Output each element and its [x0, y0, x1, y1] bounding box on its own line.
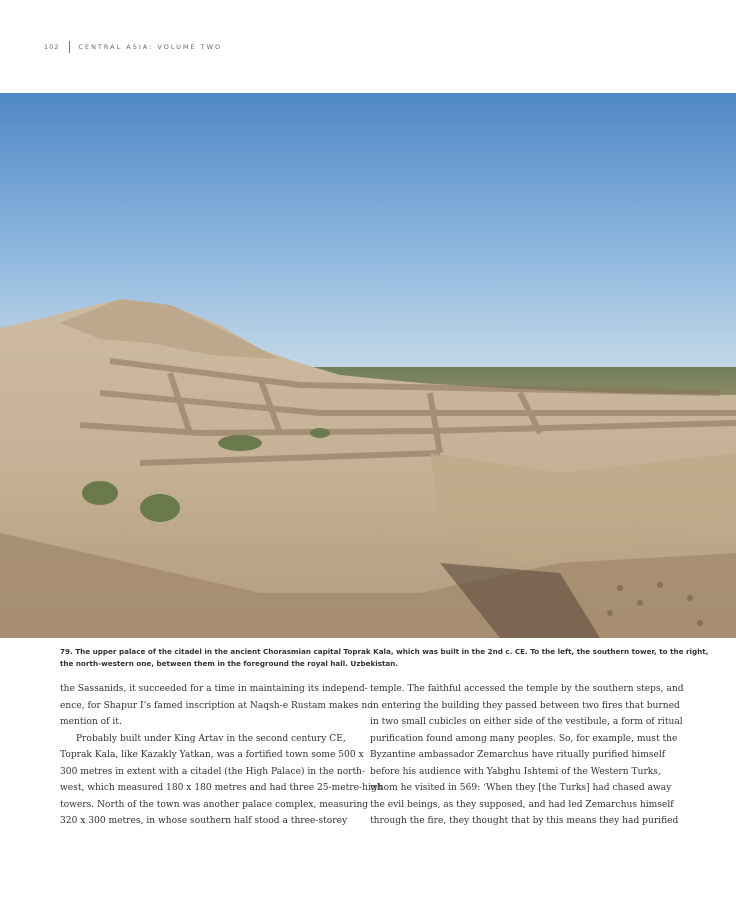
text-line: purification found among many peoples. So, for example, must the [370, 733, 678, 744]
text-line: the Sassanids, it succeeded for a time in maintaining its independ- [60, 684, 368, 694]
text-line: west, which measured 180 x 180 metres and had three 25-metre-high [60, 783, 383, 793]
text-line: in entering the building they passed between two fires that burned [370, 700, 680, 711]
text-line: whom he visited in 569: ‘When they [the Turks] had chased away [370, 783, 672, 793]
text-line: before his audience with Yabghu Ishtemi of the Western Turks, [370, 766, 661, 777]
text-line: 320 x 300 metres, in whose southern half stood a three-storey [60, 816, 348, 826]
text-line: Byzantine ambassador Zemarchus have ritually purified himself [370, 750, 666, 760]
running-header [44, 40, 222, 54]
caption-line: the north-western one, between them in the foreground the royal hall. Uzbekistan. [60, 658, 399, 668]
figure-caption [60, 646, 709, 669]
text-line: mention of it. [60, 717, 122, 727]
page-number: 102 [44, 43, 60, 51]
running-title: CENTRAL ASIA: VOLUME TWO [78, 43, 223, 51]
text-line: temple. The faithful accessed the temple by the southern steps, and [370, 684, 684, 694]
body-column-right [370, 681, 684, 830]
text-line: Toprak Kala, like Kazakly Yatkan, was a fortified town some 500 x [60, 750, 364, 760]
text-line: in two small cubicles on either side of the vestibule, a form of ritual [370, 717, 683, 727]
text-line: the evil beings, as they supposed, and had led Zemarchus himself [370, 799, 674, 810]
caption-line: 79. The upper palace of the citadel in the ancient Chorasmian capital Toprak Kala, which was built in the 2nd c. CE. To the left, the southern tower, to the right, [60, 647, 709, 656]
text-line: 300 metres in extent with a citadel (the High Palace) in the north- [60, 766, 366, 777]
text-line: towers. North of the town was another palace complex, measuring [60, 799, 369, 810]
text-line: ence, for Shapur I’s famed inscription at Naqsh-e Rustam makes no [60, 700, 373, 711]
body-column-left [60, 681, 383, 830]
header-divider [69, 41, 70, 53]
text-line: Probably built under King Artav in the second century CE, [76, 733, 346, 744]
ruins-photograph [0, 93, 736, 638]
text-line: through the fire, they thought that by this means they had purified [370, 816, 679, 826]
